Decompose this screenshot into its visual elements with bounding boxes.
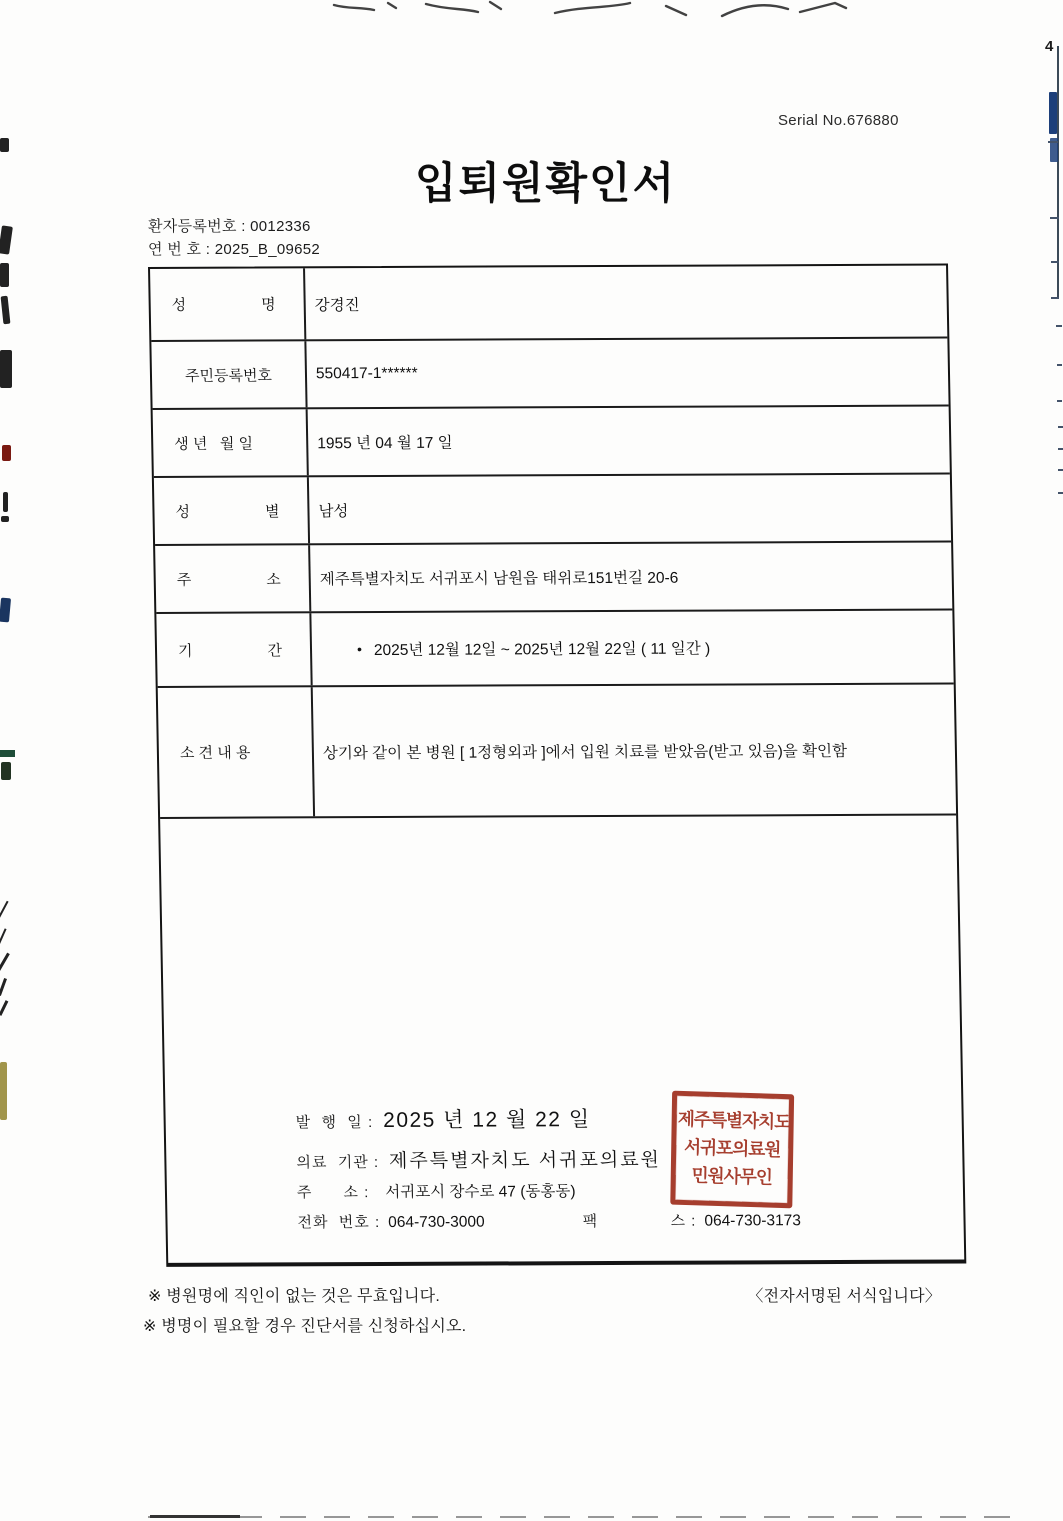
footer-note-seal-required: ※ 병원명에 직인이 없는 것은 무효입니다.	[148, 1288, 440, 1305]
row-value: 강경진	[314, 296, 360, 314]
footer-esign-notice: 〈전자서명된 서식입니다〉	[747, 1288, 941, 1305]
institution-label: 의료 기관 :	[296, 1154, 380, 1172]
document-series-number: 연 번 호 : 2025_B_09652	[148, 241, 321, 258]
address-value: 서귀포시 장수로 47 (동홍동)	[385, 1183, 576, 1201]
ruler-tick	[1058, 469, 1063, 471]
official-seal-stamp	[670, 1091, 794, 1209]
handwriting-artifact	[330, 0, 850, 22]
ruler-tick	[1048, 141, 1058, 143]
stamp-text: 제주특별자치도	[677, 1108, 791, 1133]
bottom-edge-artifact	[148, 1516, 1028, 1518]
ruler-tick	[1058, 448, 1063, 450]
confirmation-table	[148, 264, 966, 1267]
row-value	[311, 610, 953, 685]
table-row-resident-id	[151, 339, 948, 410]
ruler-tick	[1057, 400, 1062, 402]
address-label: 주 소 :	[296, 1184, 370, 1202]
row-label: 성 별	[154, 477, 310, 544]
page-title: 입퇴원확인서	[414, 160, 677, 208]
bottom-edge-artifact	[150, 1515, 240, 1518]
table-row-name	[150, 266, 947, 342]
ruler-tick	[1051, 261, 1059, 263]
row-value: 1955 년 04 월 17 일	[317, 434, 453, 453]
ruler-tick	[1050, 217, 1059, 219]
footer-note-diagnosis: ※ 병명이 필요할 경우 진단서를 신청하십시오.	[143, 1318, 467, 1335]
table-row-birthdate	[153, 407, 950, 478]
table-row-period	[156, 610, 953, 687]
row-label: 소 견 내 용	[158, 687, 315, 817]
row-label: 주민등록번호	[151, 341, 307, 408]
blue-text-smudge	[1049, 92, 1057, 134]
patient-registration-number: 환자등록번호 : 0012336	[148, 218, 311, 235]
serial-number: Serial No.676880	[778, 112, 899, 129]
stamp-text: 민원사무인	[691, 1165, 773, 1188]
row-label: 성 명	[150, 268, 306, 340]
fax-value: 064-730-3173	[704, 1212, 802, 1230]
row-value: 제주특별자치도 서귀포시 남원읍 태위로151번길 20-6	[319, 569, 679, 589]
row-label: 주 소	[155, 545, 311, 612]
phone-value: 064-730-3000	[388, 1213, 485, 1231]
table-row-findings	[158, 684, 956, 818]
ruler-tick	[1058, 492, 1063, 494]
issue-date-label: 발 행 일 :	[295, 1114, 374, 1132]
fax-label: 팩 스 :	[582, 1212, 697, 1231]
row-value: 상기와 같이 본 병원 [ 1정형외과 ]에서 입원 치료를 받았음(받고 있음)을 확인함	[322, 742, 848, 762]
ruler-digit: 4	[1045, 38, 1054, 55]
ruler-tick	[1057, 364, 1062, 366]
ruler-tick	[1056, 325, 1062, 327]
bullet-icon: •	[356, 641, 363, 658]
stamp-text: 서귀포의료원	[683, 1137, 781, 1160]
row-label: 기 간	[156, 613, 312, 686]
table-row-address	[155, 542, 952, 613]
ruler-tick	[1051, 297, 1059, 299]
row-value: 550417-1******	[315, 364, 418, 383]
row-label: 생 년 월 일	[153, 409, 309, 476]
row-value: 남성	[318, 503, 349, 521]
phone-label: 전화 번호 :	[297, 1213, 381, 1232]
table-row-sex	[154, 475, 951, 546]
ruler-tick	[1058, 426, 1063, 428]
phone-fax-line	[297, 1209, 857, 1232]
period-text: 2025년 12월 12일 ~ 2025년 12월 22일 ( 11 일간 )	[373, 640, 711, 660]
institution-value: 제주특별자치도 서귀포의료원	[388, 1149, 662, 1172]
table-row-issuance	[160, 815, 964, 1264]
issue-date-value: 2025 년 12 월 22 일	[382, 1108, 591, 1132]
